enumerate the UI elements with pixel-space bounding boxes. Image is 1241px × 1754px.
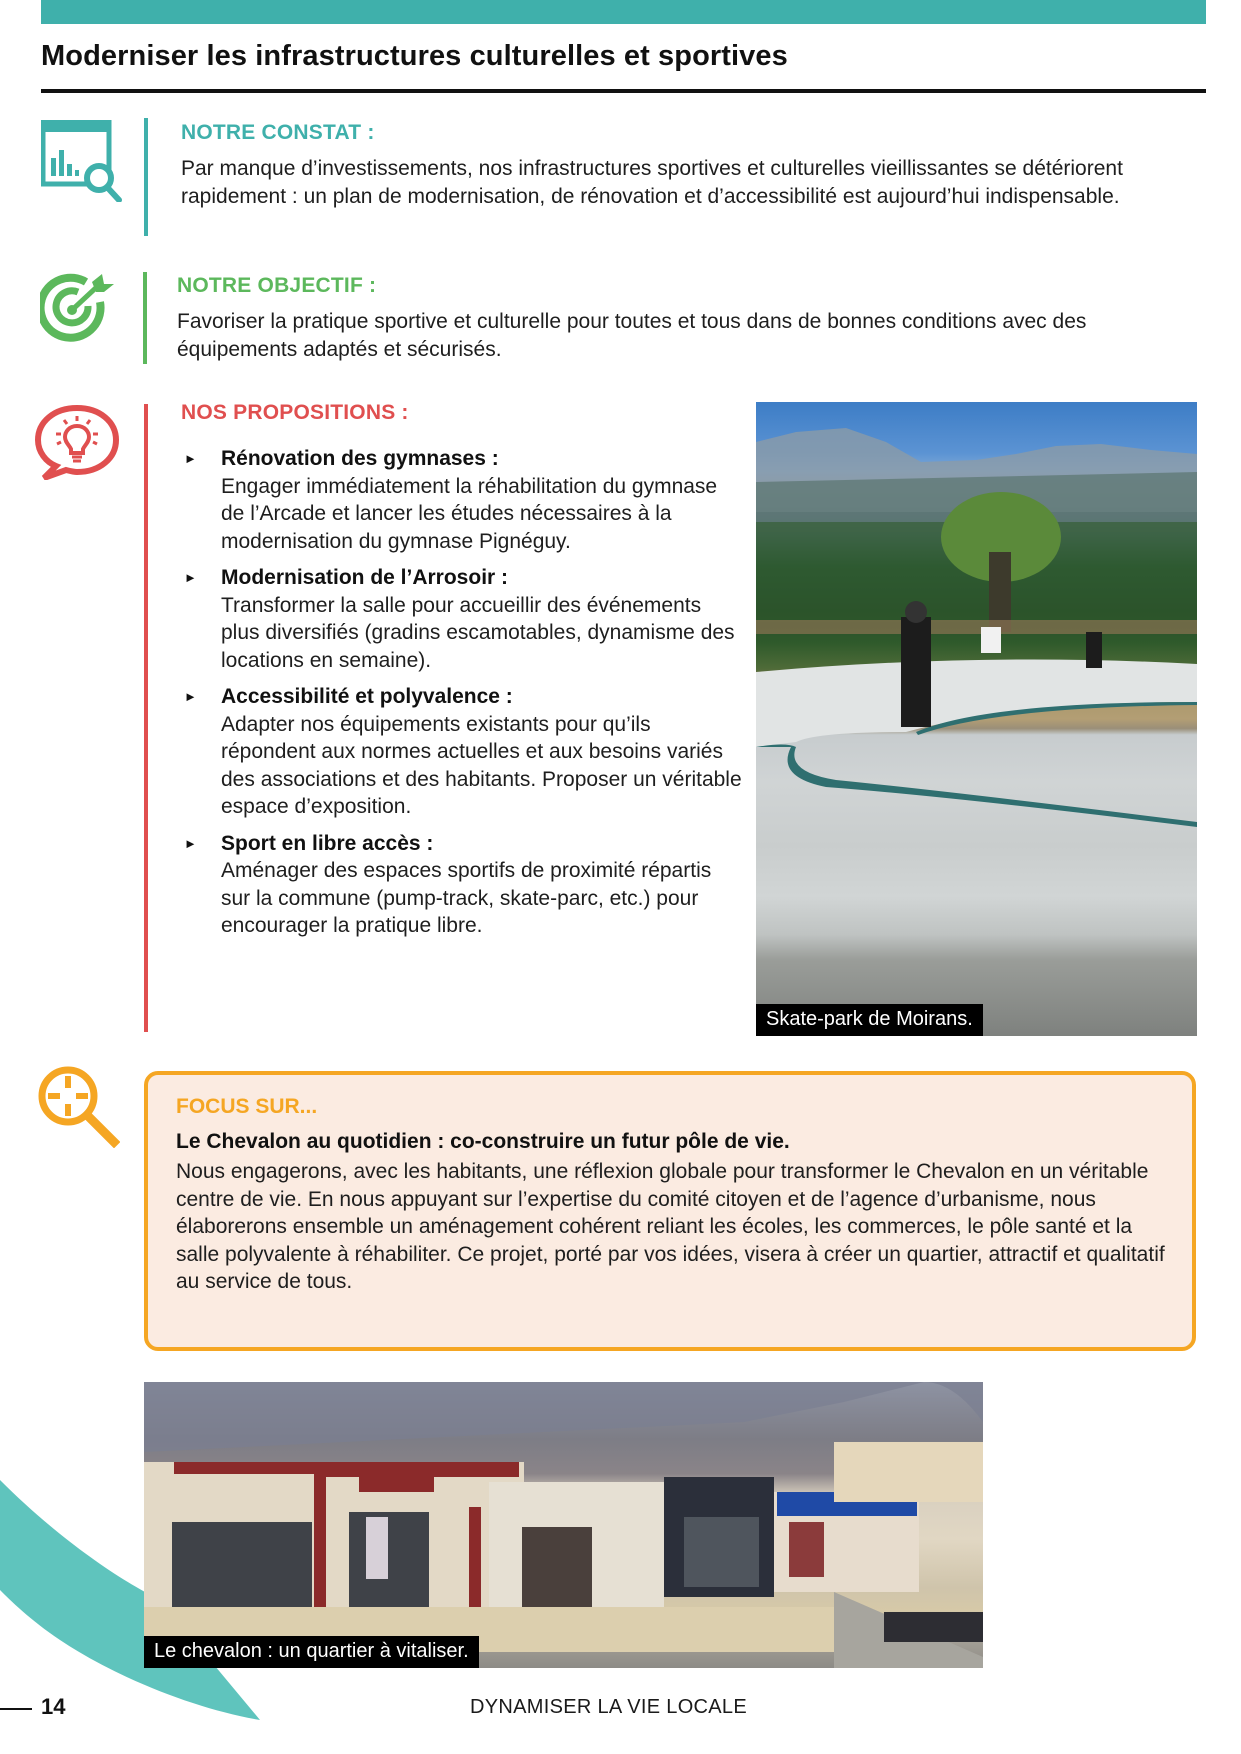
constat-bar <box>144 118 148 236</box>
top-color-band <box>41 0 1206 24</box>
target-arrow-icon <box>40 272 116 344</box>
proposition-text: Transformer la salle pour accueillir des événements plus diversifiés (gradins escamotables, dynamisme des locations en semaine). <box>221 593 735 672</box>
focus-magnifier-icon <box>36 1064 120 1148</box>
focus-subtitle: Le Chevalon au quotidien : co-construire un futur pôle de vie. <box>176 1130 790 1153</box>
constat-heading: NOTRE CONSTAT : <box>181 121 375 144</box>
bullet-triangle-icon: ► <box>184 835 197 851</box>
lightbulb-speech-icon <box>34 404 120 480</box>
footer-dash <box>0 1708 32 1710</box>
proposition-title: Sport en libre accès : <box>221 831 434 855</box>
proposition-title: Rénovation des gymnases : <box>221 447 499 470</box>
bullet-triangle-icon: ► <box>184 689 197 704</box>
chevalon-illustration <box>144 1382 983 1668</box>
objectif-bar <box>143 272 147 364</box>
page-number: 14 <box>41 1694 66 1719</box>
proposition-title: Accessibilité et polyvalence : <box>221 685 513 708</box>
page-title: Moderniser les infrastructures culturelles et sportives <box>41 40 788 72</box>
proposition-item <box>184 830 744 940</box>
chevalon-caption: Le chevalon : un quartier à vitaliser. <box>144 1636 479 1668</box>
objectif-heading: NOTRE OBJECTIF : <box>177 274 377 297</box>
focus-heading: FOCUS SUR... <box>176 1095 318 1118</box>
chevalon-photo <box>144 1382 983 1668</box>
footer-section-title: DYNAMISER LA VIE LOCALE <box>470 1696 747 1718</box>
bullet-triangle-icon: ► <box>184 570 197 585</box>
propositions-list <box>184 445 744 949</box>
skatepark-caption: Skate-park de Moirans. <box>756 1004 983 1036</box>
objectif-text: Favoriser la pratique sportive et culturelle pour toutes et tous dans de bonnes conditions avec des équipements adaptés et sécurisés. <box>177 310 1087 361</box>
proposition-item <box>184 683 744 821</box>
constat-text: Par manque d’investissements, nos infrastructures sportives et culturelles vieillissantes se détériorent rapidement : un plan de modernisation, de rénovation et d’accessibilité est aujourd’hui indispensable. <box>181 157 1123 208</box>
proposition-text: Aménager des espaces sportifs de proximité répartis sur la commune (pump-track, skate-parc, etc.) pour encourager la pratique libre. <box>221 859 712 937</box>
proposition-text: Adapter nos équipements existants pour qu’ils répondent aux normes actuelles et aux besoins variés des associations et des habitants. Proposer un véritable espace d’exposition. <box>221 712 742 818</box>
title-rule <box>41 89 1206 93</box>
skatepark-photo <box>756 402 1197 1036</box>
focus-text: Nous engagerons, avec les habitants, une réflexion globale pour transformer le Chevalon en un véritable centre de vie. En nous appuyant sur l’expertise du comité citoyen et de l’agence d’urbanisme, nous élaborerons ensemble un aménagement cohérent reliant les écoles, les commerces, le pôle santé et la salle polyvalente à réhabiliter. Ce projet, porté par vos idées, visera à créer un quartier, attractif et qualitatif au service de tous. <box>176 1160 1165 1293</box>
proposition-text: Engager immédiatement la réhabilitation du gymnase de l’Arcade et lancer les études nécessaires à la modernisation du gymnase Pignéguy. <box>221 474 718 553</box>
chart-magnifier-icon <box>41 120 123 202</box>
bullet-triangle-icon: ► <box>184 451 197 466</box>
proposition-title: Modernisation de l’Arrosoir : <box>221 566 509 589</box>
proposition-item <box>184 445 744 555</box>
focus-box <box>144 1071 1196 1351</box>
skatepark-illustration <box>756 402 1197 1036</box>
propositions-heading: NOS PROPOSITIONS : <box>181 401 409 424</box>
proposition-item <box>184 564 744 674</box>
propositions-bar <box>144 404 148 1032</box>
